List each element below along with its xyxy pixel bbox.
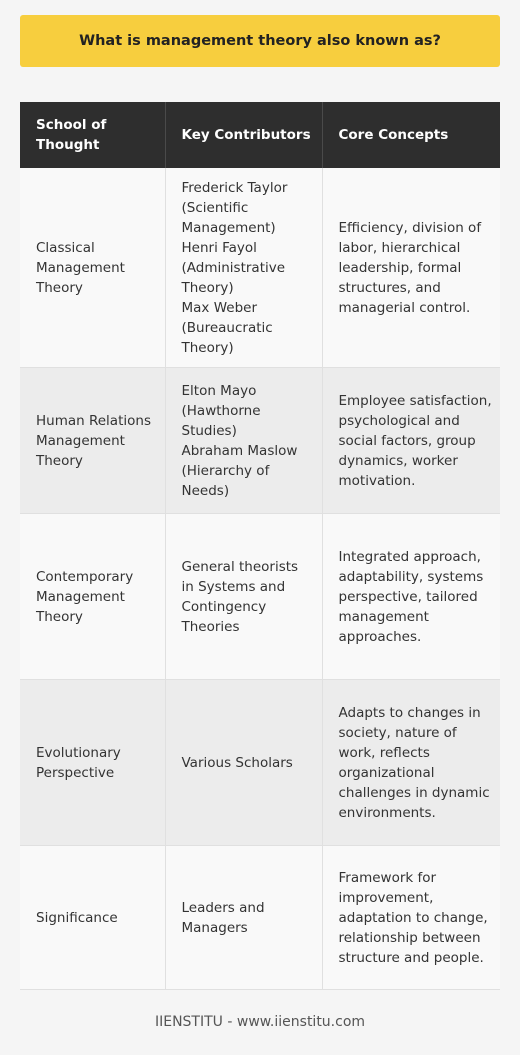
contributor-item: Leaders and Managers [181,899,265,936]
concepts-cell: Framework for improvement, adaptation to change, relationship between structure and people. [322,846,500,990]
contributors-cell [165,368,322,514]
contributor-item: General theorists in Systems and Contingency Theories [181,558,299,635]
school-cell: Contemporary Management Theory [20,514,165,680]
table-row [20,368,500,514]
concepts-cell: Efficiency, division of labor, hierarchical leadership, formal structures, and managerial control. [322,168,500,368]
contributor-item: Frederick Taylor (Scientific Management) [181,179,288,236]
header-school-of-thought: School of Thought [20,102,165,168]
contributor-item: Various Scholars [181,754,293,771]
contributors-cell [165,514,322,680]
school-cell: Human Relations Management Theory [20,368,165,514]
school-cell: Evolutionary Perspective [20,680,165,846]
contributors-cell [165,846,322,990]
table-row [20,846,500,990]
management-theory-table [20,102,500,990]
concepts-cell: Integrated approach, adaptability, systems perspective, tailored management approaches. [322,514,500,680]
table-row [20,168,500,368]
title-banner [20,15,500,67]
footer-credit: IIENSTITU - www.iienstitu.com [154,1014,366,1030]
concepts-cell: Employee satisfaction, psychological and social factors, group dynamics, worker motivation. [322,368,500,514]
table-row [20,680,500,846]
contributor-item: Abraham Maslow (Hierarchy of Needs) [181,442,298,499]
school-cell: Classical Management Theory [20,168,165,368]
page-title: What is management theory also known as? [79,33,441,49]
concepts-cell: Adapts to changes in society, nature of work, reflects organizational challenges in dynamic environments. [322,680,500,846]
header-core-concepts: Core Concepts [322,102,500,168]
table-row [20,514,500,680]
table-header-row [20,102,500,168]
contributor-item: Max Weber (Bureaucratic Theory) [181,299,273,356]
school-cell: Significance [20,846,165,990]
header-key-contributors: Key Contributors [165,102,322,168]
contributors-cell [165,168,322,368]
contributors-cell [165,680,322,846]
contributor-item: Elton Mayo (Hawthorne Studies) [181,382,261,439]
contributor-item: Henri Fayol (Administrative Theory) [181,239,286,296]
